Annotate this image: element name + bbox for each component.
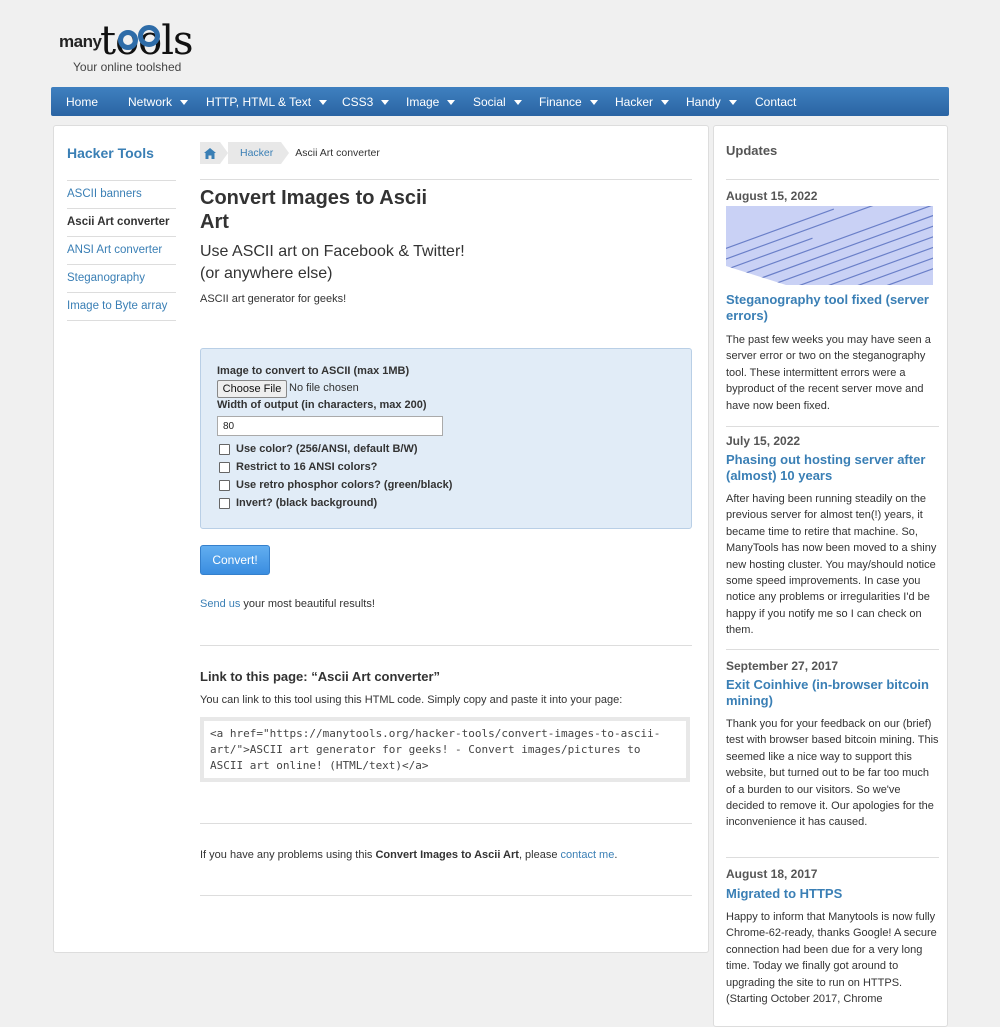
chevron-down-icon	[180, 100, 188, 105]
convert-form	[200, 348, 692, 529]
nav-label: Hacker	[615, 94, 654, 109]
nav-label: Network	[128, 94, 173, 109]
page-subtitle	[200, 241, 465, 285]
nav-label: CSS3	[342, 94, 374, 109]
page-title: Convert Images to Ascii Art	[200, 187, 428, 233]
width-input[interactable]: 80	[217, 416, 443, 436]
checkbox[interactable]	[219, 480, 230, 491]
update-headline-link[interactable]: Steganography tool fixed (server errors)	[726, 292, 929, 323]
option-invert[interactable]	[219, 497, 377, 509]
link-section-desc: You can link to this tool using this HTML code. Simply copy and paste it into your page:	[200, 694, 623, 706]
divider	[200, 179, 692, 180]
checkbox[interactable]	[219, 462, 230, 473]
gear-icon	[138, 25, 160, 47]
logo-tagline: Your online toolshed	[73, 60, 182, 74]
link-section-title: Link to this page: “Ascii Art converter”	[200, 669, 441, 684]
divider	[726, 179, 939, 180]
gear-icon	[118, 30, 138, 50]
update-headline-link[interactable]: Exit Coinhive (in-browser bitcoin mining)	[726, 677, 929, 708]
nav-item-image[interactable]	[406, 87, 455, 116]
logo-text-tools: tools	[100, 18, 193, 64]
width-label: Width of output (in characters, max 200)	[217, 399, 427, 411]
sidebar-item-ascii-art-converter[interactable]: Ascii Art converter	[67, 208, 176, 236]
convert-button[interactable]: Convert!	[200, 545, 270, 575]
problems-mid: , please	[518, 849, 561, 861]
problems-prefix: If you have any problems using this	[200, 849, 376, 861]
update-date: September 27, 2017	[726, 659, 839, 673]
option-label: Use retro phosphor colors? (green/black)	[236, 479, 453, 491]
updates-panel	[713, 125, 948, 1027]
option-use-color[interactable]	[219, 443, 418, 455]
nav-label: Social	[473, 94, 506, 109]
sidebar-list	[67, 180, 176, 321]
update-date: August 18, 2017	[726, 867, 818, 881]
breadcrumb-hacker[interactable]: Hacker	[228, 142, 281, 164]
divider	[200, 645, 692, 646]
nav-item-finance[interactable]	[539, 87, 598, 116]
option-retro-phosphor[interactable]	[219, 479, 452, 491]
updates-title: Updates	[726, 143, 778, 158]
option-label: Use color? (256/ANSI, default B/W)	[236, 443, 418, 455]
breadcrumb-home[interactable]	[200, 142, 220, 164]
sidebar-item-ansi-art-converter[interactable]: ANSI Art converter	[67, 236, 176, 264]
divider	[200, 895, 692, 896]
nav-item-home[interactable]	[66, 87, 98, 116]
chevron-down-icon	[319, 100, 327, 105]
link-code-box[interactable]: <a href="https://manytools.org/hacker-tools/convert-images-to-ascii-art/">ASCII art generator for geeks! - Convert images/pictures to ASCII art online! (HTML/text)</a>	[200, 717, 690, 782]
checkbox[interactable]	[219, 444, 230, 455]
nav-label: Home	[66, 94, 99, 109]
update-body: After having been running steadily on the previous server for almost ten(!) years, it became time to retire that machine. So, ManyTools has now been moved to a shiny new hosting cluster. You may/should notice some speed improvements. In case you notice any problems or irregularities I'd be happy if you notify me so I can check on them.	[726, 493, 937, 637]
nav-label: Finance	[539, 94, 582, 109]
option-label: Invert? (black background)	[236, 497, 378, 509]
update-headline-link[interactable]: Migrated to HTTPS	[726, 886, 843, 901]
nav-label: Image	[406, 94, 440, 109]
file-status: No file chosen	[289, 382, 359, 394]
nav-item-network[interactable]	[128, 87, 188, 116]
sidebar-item-steganography[interactable]: Steganography	[67, 264, 176, 292]
nav-label: Contact	[755, 94, 797, 109]
breadcrumb-separator	[220, 142, 228, 164]
nav-item-css3[interactable]	[342, 87, 389, 116]
nav-item-hacker[interactable]	[615, 87, 669, 116]
update-date: August 15, 2022	[726, 189, 818, 203]
send-us-link[interactable]: Send us	[200, 598, 241, 610]
divider	[200, 823, 692, 824]
checkbox[interactable]	[219, 498, 230, 509]
chevron-down-icon	[381, 100, 389, 105]
nav-item-handy[interactable]	[686, 87, 737, 116]
chevron-down-icon	[447, 100, 455, 105]
send-us-text	[200, 598, 375, 610]
subtitle-line-1: Use ASCII art on Facebook & Twitter!	[200, 243, 465, 260]
problems-suffix: .	[614, 849, 618, 861]
main-nav	[51, 87, 949, 116]
chevron-down-icon	[590, 100, 598, 105]
chevron-down-icon	[729, 100, 737, 105]
page-intro: ASCII art generator for geeks!	[200, 293, 347, 305]
option-label: Restrict to 16 ANSI colors?	[236, 461, 378, 473]
update-body: The past few weeks you may have seen a server error or two on the steganography tool. These intermittent errors were a byproduct of the recent server move and have now been fixed.	[726, 334, 931, 412]
divider	[726, 857, 939, 858]
problems-text	[200, 849, 617, 861]
contact-me-link[interactable]: contact me	[560, 849, 615, 861]
option-restrict-16-colors[interactable]	[219, 461, 377, 473]
chevron-down-icon	[661, 100, 669, 105]
sidebar-title: Hacker Tools	[67, 145, 154, 161]
nav-item-social[interactable]	[473, 87, 522, 116]
breadcrumb-current: Ascii Art converter	[295, 147, 380, 159]
breadcrumb	[200, 142, 380, 164]
nav-item-http-html-text[interactable]	[206, 87, 327, 116]
nav-item-contact[interactable]	[755, 87, 796, 116]
send-us-rest: your most beautiful results!	[240, 598, 375, 610]
site-logo[interactable]	[58, 20, 208, 76]
update-thumbnail[interactable]	[726, 206, 933, 285]
logo-text-many: many	[59, 32, 102, 51]
update-body: Thank you for your feedback on our (brief) test with browser based bitcoin mining. This seemed like a nice way to support this website, but turned out to be far too much of a burden to our visitors. So we've decided to remove it. Our apologies for the inconvenience it has caused.	[726, 718, 939, 829]
sidebar-item-image-to-byte-array[interactable]: Image to Byte array	[67, 292, 176, 321]
problems-tool-name: Convert Images to Ascii Art	[375, 849, 519, 861]
update-body: Happy to inform that Manytools is now fully Chrome-62-ready, thanks Google! A secure connection had been due for a very long time. Today we finally got around to upgrading the site to run on HTTPS. (Starting October 2017, Chrome	[726, 911, 937, 1006]
thumbnail-image	[726, 206, 933, 285]
nav-label: Handy	[686, 94, 721, 109]
file-label: Image to convert to ASCII (max 1MB)	[217, 365, 410, 377]
update-headline-link[interactable]: Phasing out hosting server after (almost) 10 years	[726, 452, 926, 483]
home-icon	[204, 148, 216, 159]
subtitle-line-2: (or anywhere else)	[200, 265, 333, 282]
chevron-down-icon	[514, 100, 522, 105]
divider	[726, 649, 939, 650]
sidebar-item-ascii-banners[interactable]: ASCII banners	[67, 180, 176, 208]
nav-label: HTTP, HTML & Text	[206, 94, 312, 109]
divider	[726, 426, 939, 427]
main-panel	[53, 125, 709, 953]
update-date: July 15, 2022	[726, 434, 801, 448]
breadcrumb-separator	[281, 142, 289, 164]
choose-file-button[interactable]: Choose File	[217, 380, 287, 398]
